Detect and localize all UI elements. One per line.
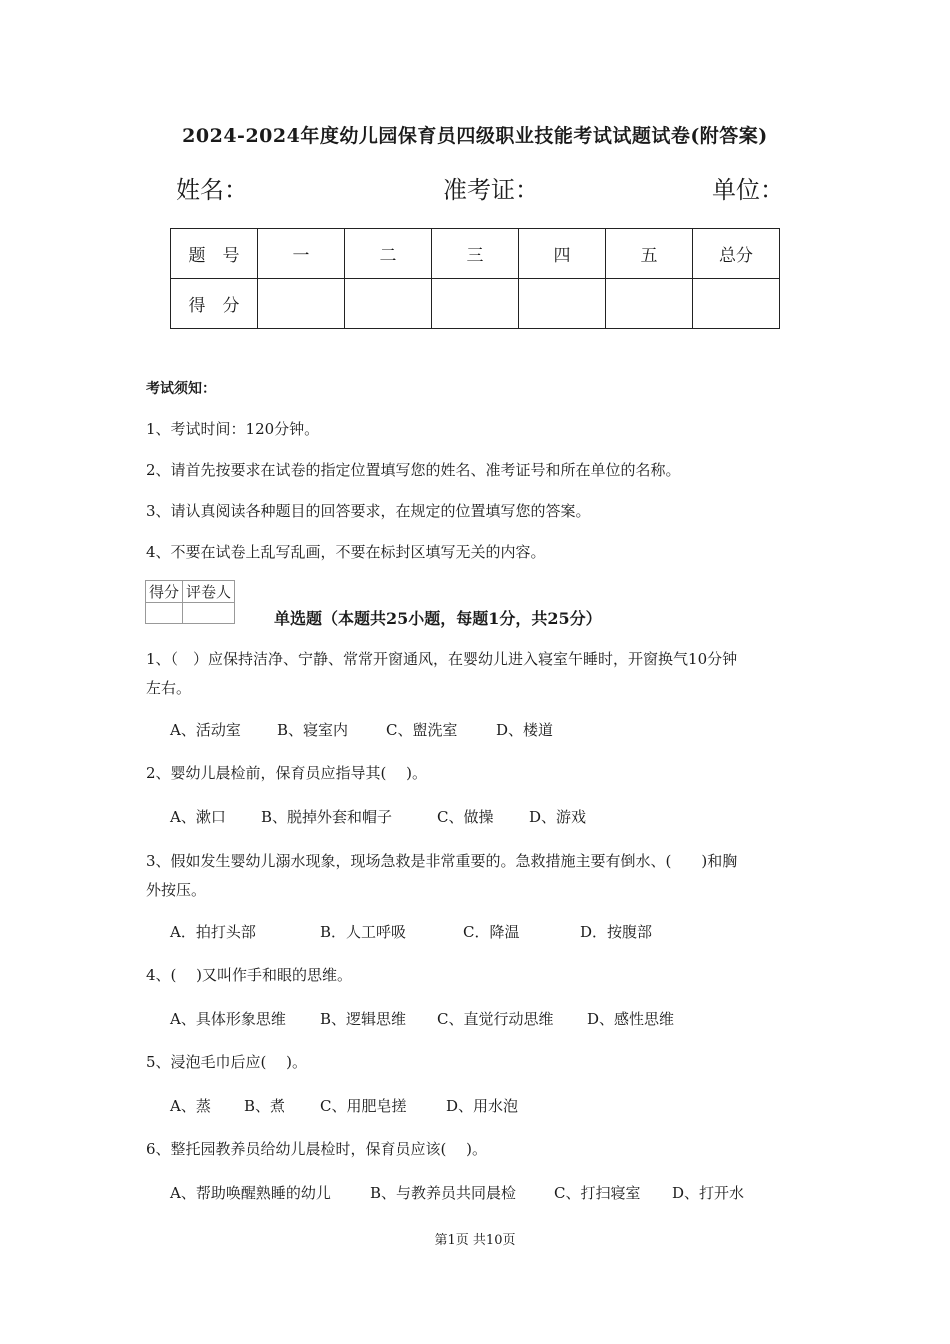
option-b: B、逻辑思维 <box>320 1010 407 1028</box>
option-d: D．按腹部 <box>580 923 653 941</box>
option-d: D、感性思维 <box>587 1010 675 1028</box>
grader-blank-cell <box>183 603 235 624</box>
option-c: C、用肥皂搓 <box>320 1097 407 1115</box>
option-c: C、打扫寝室 <box>554 1184 641 1202</box>
score-cell-total: 总分 <box>693 229 780 279</box>
score-row-label: 得 分 <box>171 279 258 329</box>
option-b: B、与教养员共同晨检 <box>370 1184 517 1202</box>
name-field-label: 姓名： <box>176 176 248 204</box>
page-footer: 第1页 共10页 <box>434 1233 516 1248</box>
grader-box <box>145 580 235 624</box>
section-title: 单选题（本题共25小题，每题1分，共25分） <box>274 609 602 628</box>
question-text: 5、浸泡毛巾后应( )。 <box>146 1053 308 1071</box>
option-a: A、活动室 <box>170 721 241 739</box>
score-table-score-row <box>171 279 780 329</box>
option-b: B、寝室内 <box>277 721 349 739</box>
option-d: D、游戏 <box>529 808 587 826</box>
option-c: C、盥洗室 <box>386 721 458 739</box>
option-b: B、煮 <box>244 1097 286 1115</box>
grader-blank-cell <box>146 603 183 624</box>
score-blank-cell <box>432 279 519 329</box>
score-blank-cell <box>519 279 606 329</box>
question-text-continued: 外按压。 <box>146 881 207 899</box>
option-d: D、打开水 <box>672 1184 745 1202</box>
score-blank-cell <box>345 279 432 329</box>
exam-id-field-label: 准考证： <box>443 176 539 204</box>
option-b: B．人工呼吸 <box>320 923 407 941</box>
option-b: B、脱掉外套和帽子 <box>261 808 393 826</box>
score-cell-part-3: 三 <box>432 229 519 279</box>
score-table-header-row <box>171 229 780 279</box>
option-a: A、帮助唤醒熟睡的幼儿 <box>170 1184 331 1202</box>
question-text: 4、( )又叫作手和眼的思维。 <box>146 966 353 984</box>
question-text: 1、（ ）应保持洁净、宁静、常常开窗通风，在婴幼儿进入寝室午睡时，开窗换气10分钟 <box>146 650 738 668</box>
note-item: 4、不要在试卷上乱写乱画，不要在标封区填写无关的内容。 <box>146 543 546 561</box>
option-a: A．拍打头部 <box>170 923 256 941</box>
option-d: D、楼道 <box>496 721 554 739</box>
score-cell-part-2: 二 <box>345 229 432 279</box>
question-text: 3、假如发生婴幼儿溺水现象，现场急救是非常重要的。急救措施主要有倒水、( )和胸 <box>146 852 738 870</box>
option-a: A、具体形象思维 <box>170 1010 286 1028</box>
score-cell-part-5: 五 <box>606 229 693 279</box>
option-c: C、直觉行动思维 <box>437 1010 554 1028</box>
grader-score-label: 得分 <box>146 581 183 603</box>
grader-reviewer-label: 评卷人 <box>183 581 235 603</box>
note-item: 3、请认真阅读各种题目的回答要求，在规定的位置填写您的答案。 <box>146 502 591 520</box>
score-cell-label: 题 号 <box>171 229 258 279</box>
notes-heading: 考试须知： <box>146 381 216 397</box>
question-text: 2、婴幼儿晨检前，保育员应指导其( )。 <box>146 764 428 782</box>
score-table <box>170 228 780 329</box>
unit-field-label: 单位： <box>712 176 784 204</box>
score-blank-cell <box>693 279 780 329</box>
option-c: C、做操 <box>437 808 494 826</box>
note-item: 1、考试时间：120分钟。 <box>146 420 320 438</box>
note-item: 2、请首先按要求在试卷的指定位置填写您的姓名、准考证号和所在单位的名称。 <box>146 461 681 479</box>
option-a: A、漱口 <box>170 808 226 826</box>
option-c: C．降温 <box>463 923 520 941</box>
score-cell-part-4: 四 <box>519 229 606 279</box>
score-blank-cell <box>258 279 345 329</box>
score-cell-part-1: 一 <box>258 229 345 279</box>
question-text: 6、整托园教养员给幼儿晨检时，保育员应该( )。 <box>146 1140 488 1158</box>
score-blank-cell <box>606 279 693 329</box>
question-text-continued: 左右。 <box>146 679 192 697</box>
page-title: 2024-2024年度幼儿园保育员四级职业技能考试试题试卷(附答案) <box>182 125 768 147</box>
option-d: D、用水泡 <box>446 1097 519 1115</box>
option-a: A、蒸 <box>170 1097 211 1115</box>
